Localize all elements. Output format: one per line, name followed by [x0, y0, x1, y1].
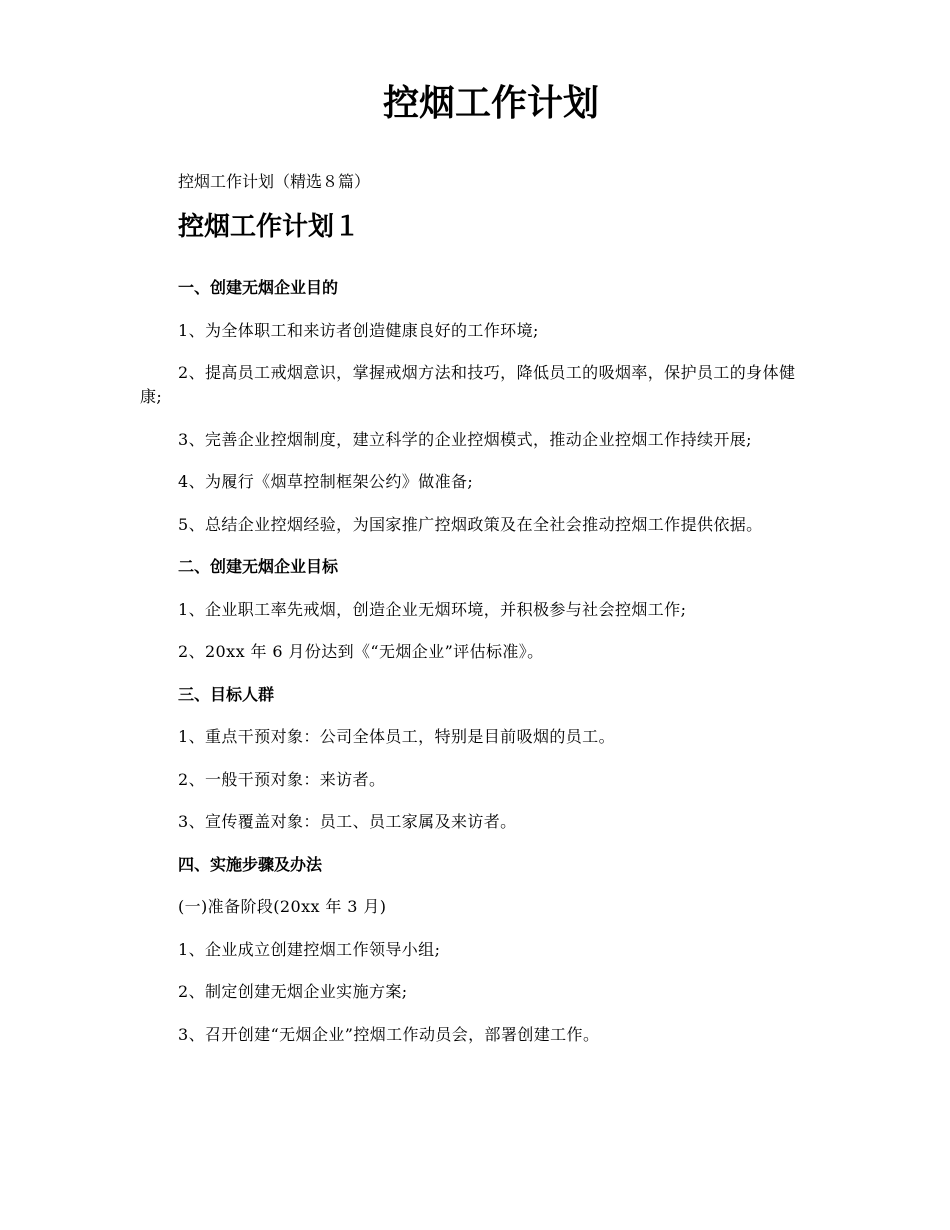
- section-heading: 二、创建无烟企业目标: [178, 557, 339, 576]
- paragraph: 2、提高员工戒烟意识，掌握戒烟方法和技巧，降低员工的吸烟率，保护员工的身体健康;: [140, 363, 796, 406]
- paragraph: 5、总结企业控烟经验，为国家推广控烟政策及在全社会推动控烟工作提供依据。: [178, 514, 763, 534]
- paragraph: 3、完善企业控烟制度，建立科学的企业控烟模式，推动企业控烟工作持续开展;: [178, 429, 752, 449]
- paragraph: 2、20xx 年 6 月份达到《“无烟企业”评估标准》。: [178, 642, 544, 661]
- paragraph: (一)准备阶段(20xx 年 3 月): [178, 897, 387, 916]
- paragraph: 3、召开创建“无烟企业”控烟工作动员会，部署创建工作。: [178, 1024, 600, 1044]
- part-heading: 控烟工作计划１: [178, 212, 361, 242]
- paragraph: 1、为全体职工和来访者创造健康良好的工作环境;: [178, 320, 539, 340]
- section-heading: 四、实施步骤及办法: [178, 854, 323, 874]
- paragraph: 2、一般干预对象：来访者。: [178, 769, 386, 789]
- paragraph: 1、企业职工率先戒烟，创造企业无烟环境，并积极参与社会控烟工作;: [178, 599, 687, 619]
- paragraph: 2、制定创建无烟企业实施方案;: [178, 982, 408, 1001]
- paragraph: 4、为履行《烟草控制框架公约》做准备;: [178, 472, 474, 491]
- section-heading: 三、目标人群: [178, 684, 275, 704]
- section-heading: 一、创建无烟企业目的: [178, 278, 339, 297]
- document-body: [140, 276, 802, 1065]
- document-subtitle: 控烟工作计划（精选８篇）: [178, 172, 371, 191]
- paragraph: 3、宣传覆盖对象：员工、员工家属及来访者。: [178, 812, 517, 831]
- paragraph: 1、重点干预对象：公司全体员工，特别是目前吸烟的员工。: [178, 727, 615, 746]
- document-title: 控烟工作计划: [382, 83, 599, 124]
- paragraph: 1、企业成立创建控烟工作领导小组;: [178, 939, 441, 959]
